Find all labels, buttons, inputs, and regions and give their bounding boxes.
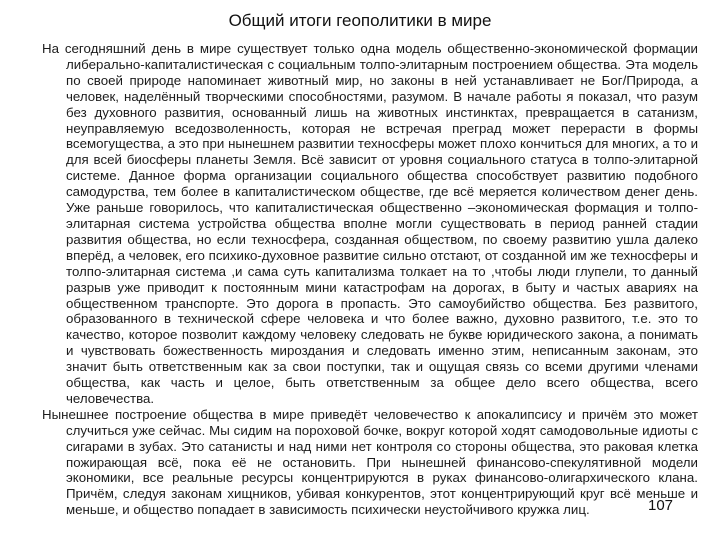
slide-body [42,41,698,518]
page-number: 107 [648,497,674,514]
body-paragraph-1: На сегодняшний день в мире существует только одна модель общественно-экономической формации либерально-капиталистическая с социальным толпо-элитарным построением общества. Эта модель по своей природе напоминает животный мир, но законы в ней устанавливает не Бог/Природа, а человек, наделённый творческими способностями, разумом. В начале работы я показал, что разум без духовного развития, основанный лишь на животных инстинктах, превращается в сатанизм, неуправляемую вседозволенность, которая не встречая преград может перерасти в формы всемогущества, а это при нынешнем развитии техносферы может плохо кончиться для многих, а то и для всей биосферы планеты Земля. Всё зависит от уровня социального статуса в толпо-элитарной системе. Данное форма организации социального общества способствует развитию подобного самодурства, тем более в капиталистическом обществе, где всё меряется количеством денег день. Уже раньше говорилось, что капиталистическая общественно –экономическая формация и толпо-элитарная система устройства общества вполне могли существовать в период ранней стадии развития общества, но если техносфера, созданная обществом, по своему развитию ушла далеко вперёд, а человек, его психико-духовное развитие сильно отстают, от созданной им же техносферы и толпо-элитарная система ,и сама суть капитализма толкает на то ,чтобы люди глупели, то данный разрыв уже приводит к постоянным мини катастрофам на дорогах, в быту и частых авариях на общественном транспорте. Это дорога в пропасть. Это самоубийство общества. Без развитого, образованного в технической сфере человека и что более важно, духовно развитого, т.е. это то качество, которое позволит каждому человеку следовать не букве юридического закона, а понимать и чувствовать божественность мироздания и следовать именно этим, неписанным законам, это значит быть ответственным как за свои поступки, так и ощущая связь со всеми другими членами общества, как часть и целое, быть ответственным за общее дело всего общества, всего человечества. [42,41,698,406]
body-paragraph-2: Нынешнее построение общества в мире приведёт человечество к апокалипсису и причём это может случиться уже сейчас. Мы сидим на пороховой бочке, вокруг которой ходят самодовольные идиоты с сигарами в зубах. Это сатанисты и над ними нет контроля со стороны общества, это раковая клетка пожирающая всё, пока её не остановить. При нынешней финансово-спекулятивной модели экономики, все реальные ресурсы концентрируются в руках финансово-олигархического клана. Причём, следуя законам хищников, убивая конкурентов, этот концентрирующий круг всё меньше и меньше, и общество попадает в зависимость психически неустойчивого кружка лиц. [42,406,698,518]
slide-title: Общий итоги геополитики в мире [228,11,492,30]
